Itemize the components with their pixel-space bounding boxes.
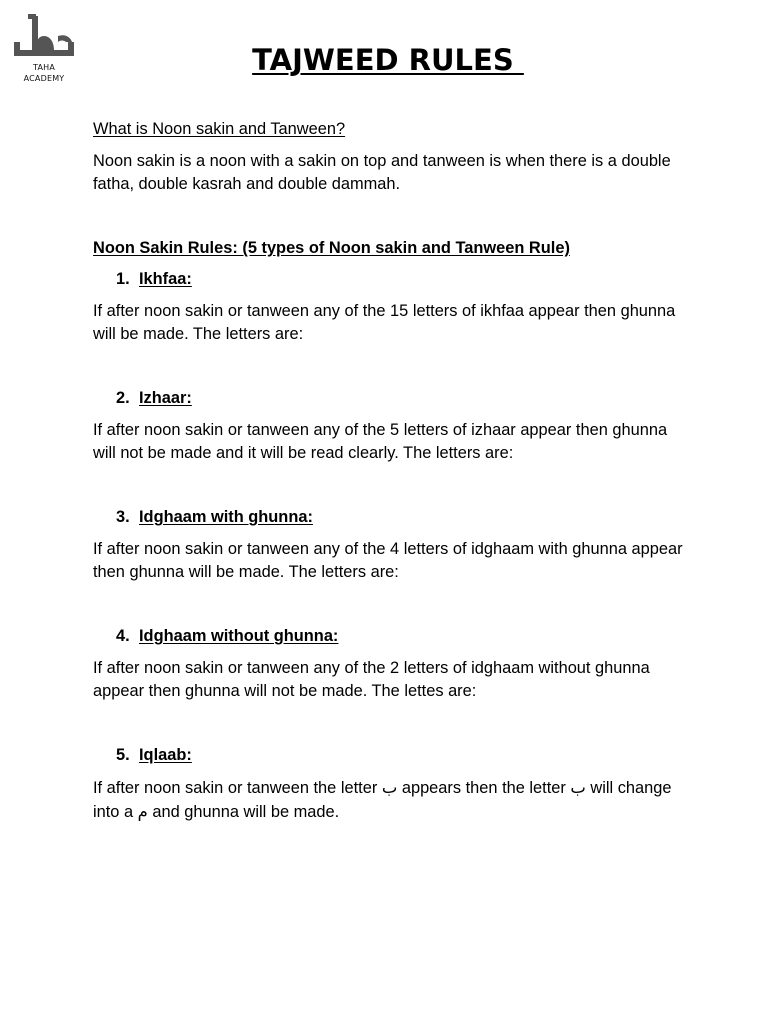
rule-idghaam-without-ghunna (93, 625, 683, 744)
rule-text-part: appears then the letter (397, 779, 571, 797)
rule-idghaam-with-ghunna (93, 506, 683, 625)
rule-title (116, 625, 683, 648)
rule-text: If after noon sakin or tanween any of the 15 letters of ikhfaa appear then ghunna will be made. The letters are: (93, 302, 676, 343)
rule-name: Iqlaab: (139, 746, 192, 764)
rule-text: If after noon sakin or tanween any of the 2 letters of idghaam without ghunna appear then ghunna will not be made. The lettes are: (93, 659, 650, 700)
arabic-letter-meem: م (137, 802, 148, 821)
document-body (93, 118, 683, 824)
rule-title (116, 506, 683, 529)
rule-text: If after noon sakin or tanween any of the 5 letters of izhaar appear then ghunna will not be made and it will be read clearly. The letters are: (93, 421, 668, 462)
rule-title (116, 387, 683, 410)
page-title: TAJWEED RULES (252, 43, 524, 77)
rule-title (116, 268, 683, 291)
rule-name: Idghaam with ghunna: (139, 508, 313, 526)
rule-iqlaab (93, 744, 683, 824)
rule-number: 4. (116, 627, 130, 645)
rule-text-part: If after noon sakin or tanween the letter (93, 779, 382, 797)
rule-text-part: will change into a (93, 779, 672, 821)
arabic-letter-baa: ب (381, 778, 398, 797)
rule-text-part: and ghunna will be made. (147, 803, 340, 821)
rule-number: 5. (116, 746, 130, 764)
arabic-letter-baa: ب (570, 778, 586, 797)
rule-number: 1. (116, 270, 130, 288)
rule-number: 3. (116, 508, 130, 526)
rule-text (93, 776, 683, 824)
rule-name: Idghaam without ghunna: (139, 627, 339, 645)
rule-number: 2. (116, 389, 130, 407)
rules-heading: Noon Sakin Rules: (5 types of Noon sakin and Tanween Rule) (93, 239, 570, 257)
rule-izhaar (93, 387, 683, 506)
rule-ikhfaa (93, 268, 683, 387)
logo-text-academy: ACADEMY (23, 74, 65, 83)
rule-title (116, 744, 683, 767)
rule-name: Ikhfaa: (139, 270, 192, 288)
intro-question: What is Noon sakin and Tanween? (93, 120, 346, 138)
rule-text: If after noon sakin or tanween any of the 4 letters of idghaam with ghunna appear then ghunna will be made. The letters are: (93, 540, 683, 581)
intro-answer: Noon sakin is a noon with a sakin on top and tanween is when there is a double fatha, double kasrah and double dammah. (93, 152, 671, 193)
rule-name: Izhaar: (139, 389, 192, 407)
logo-text-taha: TAHA (32, 63, 56, 72)
